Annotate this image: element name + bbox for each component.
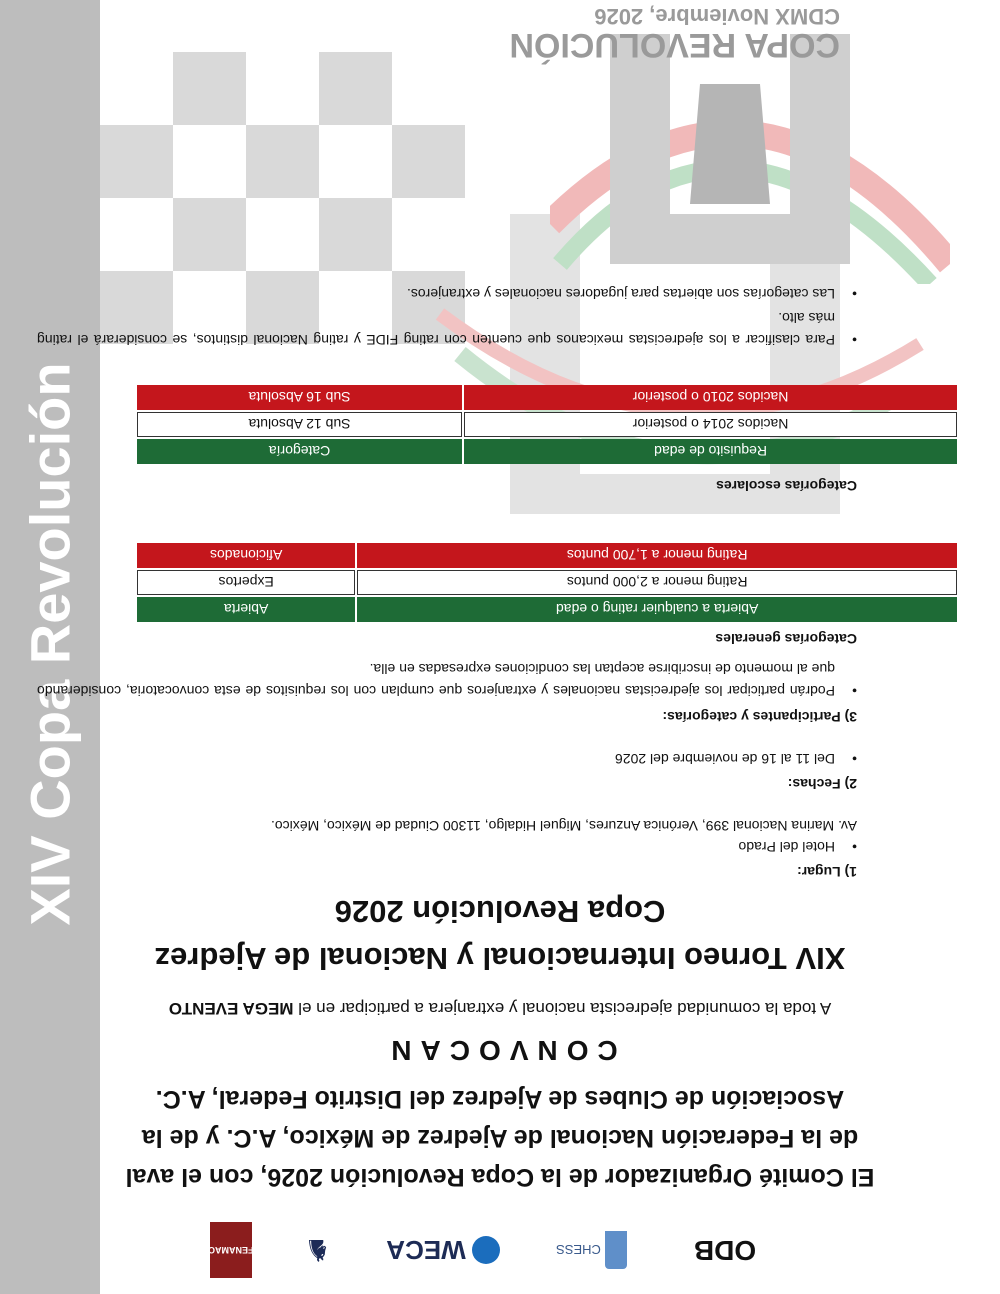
requirement-cell: Rating menor a 1,700 puntos (357, 543, 957, 568)
tournament-subtitle: Copa Revolución 2026 (334, 894, 666, 929)
lugar-address: Av. Marina Nacional 399, Verónica Anzures, Miguel Hidalgo, 11300 Ciudad de México, México. (271, 818, 857, 834)
chess-logo: CHESS (547, 1222, 637, 1278)
convocan-heading: CONVOCAN (382, 1035, 618, 1066)
weca-logo: WECA (383, 1222, 503, 1278)
category-header: Categoría (137, 439, 462, 464)
table-row (137, 570, 957, 595)
sponsor-logos (210, 1220, 770, 1280)
category-cell: Abierta (137, 597, 355, 622)
requirement-cell: Rating menor a 2,000 puntos (357, 570, 957, 595)
watermark-subtitle: CDMX Noviembre, 2026 (594, 4, 840, 29)
acdadf-logo: ♞ (304, 1233, 331, 1267)
table-row (137, 412, 957, 437)
fenamac-logo: FENAMAC (210, 1222, 252, 1278)
odb-logo: ODB (693, 1235, 757, 1266)
category-cell: Expertos (137, 570, 355, 595)
knight-icon (605, 1231, 627, 1269)
category-cell: Sub 12 Absoluta (137, 412, 462, 437)
organizer-line-2: de la Federación Nacional de Ajedrez de México, A.C. y de la (141, 1124, 859, 1152)
generales-title: Categorías generales (715, 631, 857, 647)
escolares-title: Categorías escolares (716, 478, 857, 494)
requirement-cell: Abierta a cualquier rating o edad (357, 597, 957, 622)
table-row (137, 597, 957, 622)
requirement-header: Requisito de edad (464, 439, 957, 464)
note-open-categories: • Las categorías son abiertas para jugadores nacionales y extranjeros. (37, 283, 857, 305)
fechas-title: 2) Fechas: (787, 776, 857, 792)
fechas-dates: • Del 11 al 16 de noviembre del 2026 (37, 748, 857, 770)
category-cell: Sub 16 Absoluta (137, 385, 462, 410)
invite-text: A toda la comunidad ajedrecista nacional y extranjera a participar en el MEGA EVENTO (168, 999, 832, 1018)
watermark-title: COPA REVOLUCIÓN (509, 26, 840, 64)
globe-icon (472, 1236, 500, 1264)
table-row (137, 385, 957, 410)
participantes-text: • Podrán participar los ajedrecistas nacionales y extranjeros que cumplan con los requisitos de esta convocatoria, considerando que al momento de inscribirse aceptan las condiciones expresadas en ella. (37, 658, 857, 702)
note-rating: • Para clasificar a los ajedrecistas mexicanos que cuenten con rating FIDE y rating Nacional distintos, se considerará el rating más alto. (37, 307, 857, 351)
mega-evento: MEGA EVENTO (168, 999, 294, 1018)
category-cell: Aficionados (137, 543, 355, 568)
requirement-cell: Nacidos 2014 o posterior (464, 412, 957, 437)
tournament-title: XIV Torneo Internacional y Nacional de Ajedrez (154, 941, 846, 976)
organizer-line-1: El Comité Organizador de la Copa Revolución 2026, con el aval (125, 1163, 875, 1191)
table-header-row (137, 439, 957, 464)
lugar-title: 1) Lugar: (797, 864, 857, 880)
organizer-line-3: Asociación de Clubes de Ajedrez del Distrito Federal, A.C. (155, 1085, 845, 1113)
lugar-venue: • Hotel del Prado (37, 836, 857, 858)
table-row (137, 543, 957, 568)
sidebar-title: XIV Copa Revolución (18, 362, 82, 926)
requirement-cell: Nacidos 2010 o posterior (464, 385, 957, 410)
escolares-table (135, 383, 959, 466)
participantes-title: 3) Participantes y categorías: (662, 709, 857, 725)
generales-table (135, 541, 959, 624)
